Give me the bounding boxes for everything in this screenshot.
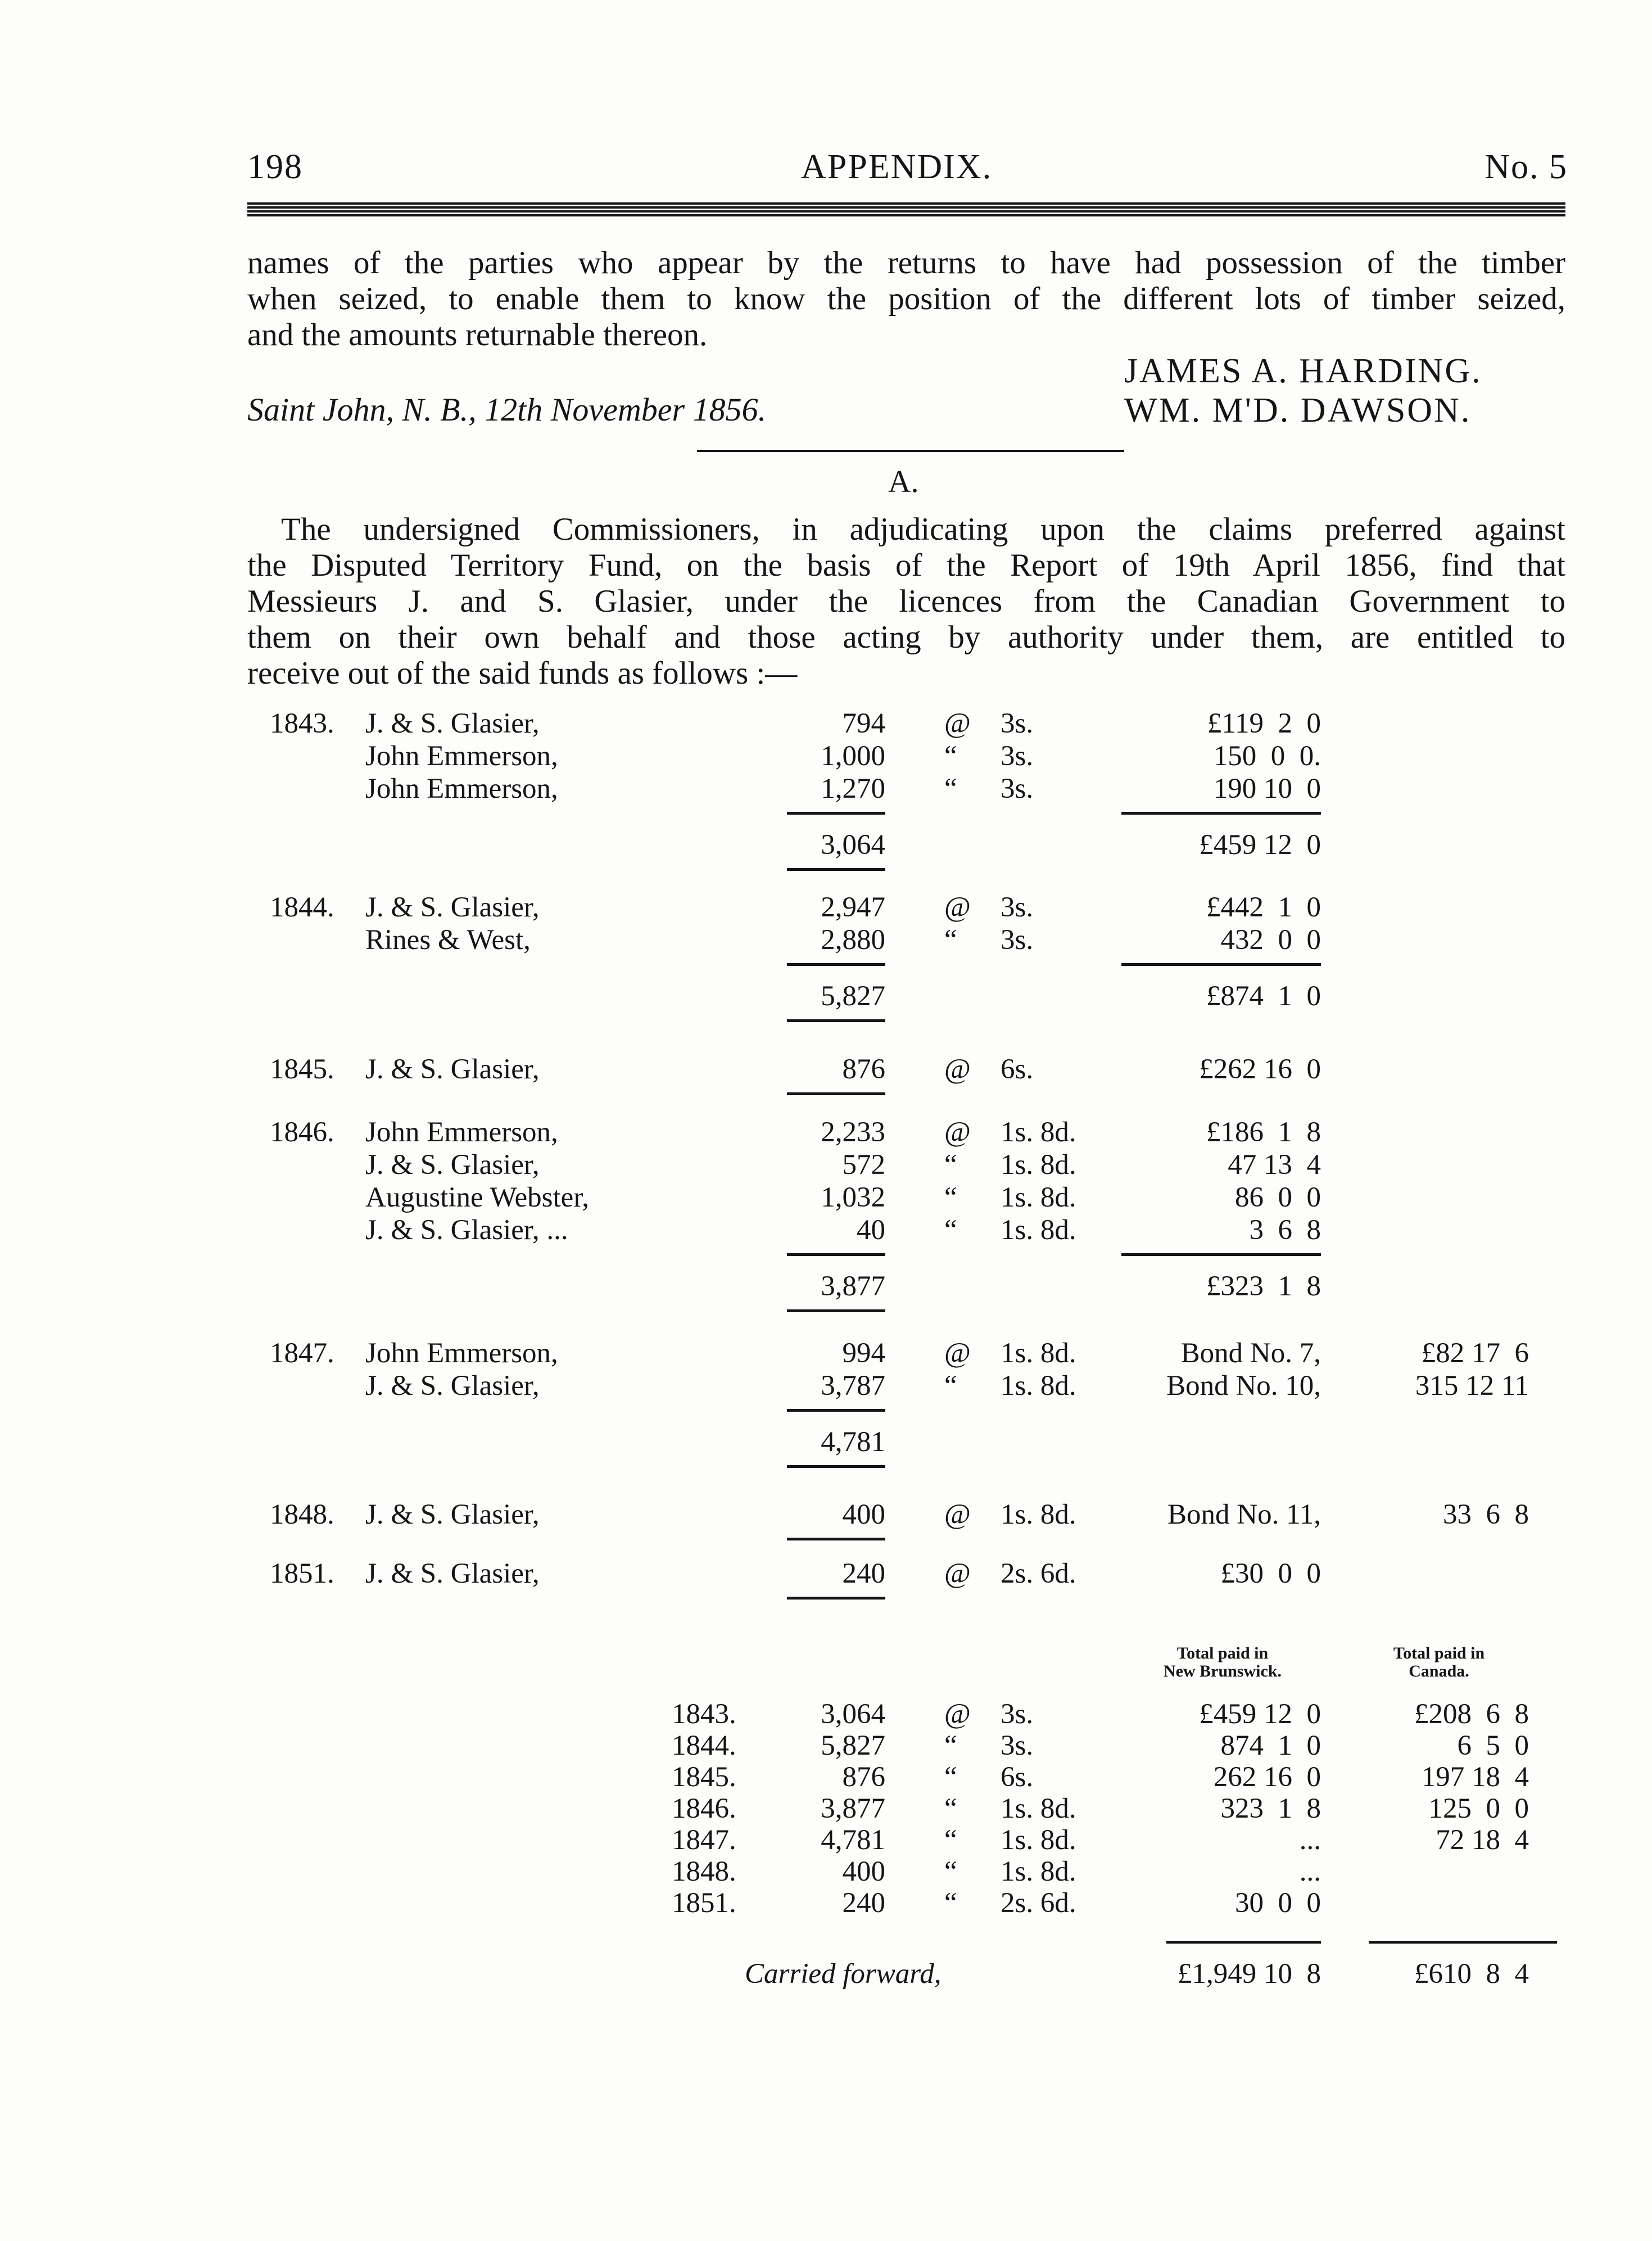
claim-year: 1847. <box>270 1338 334 1369</box>
subtotal-rule <box>787 1409 885 1412</box>
summary-rate: 3s. <box>1001 1730 1034 1761</box>
claim-quantity: 876 <box>842 1054 885 1085</box>
summary-rate: 2s. 6d. <box>1001 1887 1076 1919</box>
summary-quantity: 4,781 <box>821 1824 885 1856</box>
summary-year: 1845. <box>672 1761 736 1793</box>
claim-name: John Emmerson, <box>365 773 558 805</box>
summary-col-ca-heading: Total paid in <box>1393 1644 1485 1662</box>
place-date: Saint John, N. B., 12th November 1856. <box>247 391 767 428</box>
claim-rate: 1s. 8d. <box>1001 1338 1076 1369</box>
claim-name: J. & S. Glasier, <box>365 1370 540 1402</box>
claim-name: J. & S. Glasier, ... <box>365 1214 568 1246</box>
summary-at: “ <box>944 1761 957 1793</box>
total-rule <box>787 1309 885 1312</box>
claim-name: J. & S. Glasier, <box>365 1054 540 1085</box>
separator-rule <box>697 450 1124 452</box>
subtotal-rule <box>1121 963 1321 966</box>
carried-forward-canada: £610 8 4 <box>1414 1958 1529 1990</box>
claim-total-quantity: 3,064 <box>821 829 885 861</box>
claim-name: John Emmerson, <box>365 1338 558 1369</box>
claim-total-amount: £459 12 0 <box>1199 829 1321 861</box>
claim-amount: Bond No. 10, <box>1166 1370 1321 1402</box>
summary-at: “ <box>944 1824 957 1856</box>
claim-year: 1851. <box>270 1558 334 1589</box>
claim-quantity: 1,270 <box>821 773 885 805</box>
summary-year: 1851. <box>672 1887 736 1919</box>
summary-col-nb-heading: New Brunswick. <box>1163 1662 1282 1680</box>
claim-rate: 3s. <box>1001 740 1034 772</box>
claim-quantity: 240 <box>842 1558 885 1589</box>
claim-amount: £442 1 0 <box>1206 892 1321 923</box>
claim-at: “ <box>944 1214 957 1246</box>
claim-amount: 86 0 0 <box>1235 1182 1321 1213</box>
claim-name: Augustine Webster, <box>365 1182 590 1213</box>
claim-year: 1845. <box>270 1054 334 1085</box>
summary-paid-nb: 30 0 0 <box>1235 1887 1321 1919</box>
subtotal-rule <box>1121 812 1321 815</box>
summary-paid-canada: 197 18 4 <box>1421 1761 1529 1793</box>
claim-at: “ <box>944 740 957 772</box>
claim-quantity: 572 <box>842 1149 885 1181</box>
summary-paid-nb: £459 12 0 <box>1199 1698 1321 1730</box>
summary-quantity: 876 <box>842 1761 885 1793</box>
claim-quantity: 994 <box>842 1338 885 1369</box>
claim-at: “ <box>944 773 957 805</box>
summary-quantity: 3,877 <box>821 1793 885 1824</box>
body-paragraph <box>247 512 1565 692</box>
claim-quantity: 3,787 <box>821 1370 885 1402</box>
claim-amount: Bond No. 7, <box>1180 1338 1321 1369</box>
section-label: A. <box>888 464 919 499</box>
summary-paid-canada: 6 5 0 <box>1457 1730 1529 1761</box>
document-number: No. 5 <box>1484 148 1568 186</box>
summary-rate: 1s. 8d. <box>1001 1824 1076 1856</box>
summary-rate: 1s. 8d. <box>1001 1793 1076 1824</box>
carried-forward-nb: £1,949 10 8 <box>1178 1958 1321 1990</box>
carried-rule <box>1166 1941 1321 1944</box>
claim-name: J. & S. Glasier, <box>365 1499 540 1530</box>
summary-at: “ <box>944 1887 957 1919</box>
claim-at: @ <box>944 1499 971 1530</box>
summary-col-ca-heading: Canada. <box>1409 1662 1469 1680</box>
summary-paid-nb: 874 1 0 <box>1220 1730 1321 1761</box>
claim-quantity: 2,947 <box>821 892 885 923</box>
claim-rate: 2s. 6d. <box>1001 1558 1076 1589</box>
summary-rate: 1s. 8d. <box>1001 1856 1076 1887</box>
claim-amount: 47 13 4 <box>1228 1149 1321 1181</box>
claim-name: John Emmerson, <box>365 1117 558 1148</box>
claim-at: “ <box>944 1149 957 1181</box>
summary-col-nb-heading: Total paid in <box>1176 1644 1269 1662</box>
summary-at: “ <box>944 1793 957 1824</box>
claim-rate: 1s. 8d. <box>1001 1117 1076 1148</box>
claim-rate: 1s. 8d. <box>1001 1182 1076 1213</box>
claim-rate: 1s. 8d. <box>1001 1370 1076 1402</box>
claim-paid-canada: £82 17 6 <box>1421 1338 1529 1369</box>
summary-year: 1846. <box>672 1793 736 1824</box>
subtotal-rule <box>787 812 885 815</box>
summary-rate: 3s. <box>1001 1698 1034 1730</box>
claim-quantity: 794 <box>842 708 885 739</box>
signatory-1: JAMES A. HARDING. <box>1124 352 1482 390</box>
claim-amount: 190 10 0 <box>1213 773 1321 805</box>
subtotal-rule <box>787 963 885 966</box>
claim-total-quantity: 5,827 <box>821 981 885 1012</box>
claim-year: 1843. <box>270 708 334 739</box>
claim-name: J. & S. Glasier, <box>365 1149 540 1181</box>
claim-amount: £30 0 0 <box>1220 1558 1321 1589</box>
total-rule <box>787 1019 885 1022</box>
subtotal-rule <box>787 1597 885 1600</box>
summary-rate: 6s. <box>1001 1761 1034 1793</box>
subtotal-rule <box>787 1253 885 1256</box>
summary-at: “ <box>944 1856 957 1887</box>
claim-rate: 1s. 8d. <box>1001 1499 1076 1530</box>
claim-quantity: 2,233 <box>821 1117 885 1148</box>
summary-quantity: 400 <box>842 1856 885 1887</box>
claim-quantity: 1,032 <box>821 1182 885 1213</box>
summary-at: @ <box>944 1698 971 1730</box>
summary-paid-nb: 323 1 8 <box>1220 1793 1321 1824</box>
summary-quantity: 5,827 <box>821 1730 885 1761</box>
claim-amount: Bond No. 11, <box>1167 1499 1321 1530</box>
claim-rate: 3s. <box>1001 892 1034 923</box>
claim-rate: 3s. <box>1001 924 1034 956</box>
body-line: the Disputed Territory Fund, on the basis of the Report of 19th April 1856, find that <box>247 548 1565 583</box>
intro-line: and the amounts returnable thereon. <box>247 317 708 353</box>
claim-name: John Emmerson, <box>365 740 558 772</box>
page-number: 198 <box>247 148 303 186</box>
claim-at: @ <box>944 1054 971 1085</box>
subtotal-rule <box>1121 1253 1321 1256</box>
body-line: Messieurs J. and S. Glasier, under the licences from the Canadian Government to <box>247 584 1565 619</box>
summary-at: “ <box>944 1730 957 1761</box>
claim-name: J. & S. Glasier, <box>365 708 540 739</box>
total-rule <box>787 1465 885 1468</box>
carried-rule <box>1369 1941 1557 1944</box>
claim-name: J. & S. Glasier, <box>365 892 540 923</box>
claim-amount: £119 2 0 <box>1207 708 1321 739</box>
claim-year: 1848. <box>270 1499 334 1530</box>
summary-quantity: 240 <box>842 1887 885 1919</box>
body-line: them on their own behalf and those acting by authority under them, are entitled to <box>247 620 1565 655</box>
claim-year: 1844. <box>270 892 334 923</box>
summary-year: 1847. <box>672 1824 736 1856</box>
claim-rate: 1s. 8d. <box>1001 1149 1076 1181</box>
summary-paid-nb: ... <box>1299 1824 1321 1856</box>
running-title: APPENDIX. <box>801 148 993 186</box>
claim-total-quantity: 3,877 <box>821 1271 885 1302</box>
summary-paid-nb: 262 16 0 <box>1213 1761 1321 1793</box>
claim-paid-canada: 33 6 8 <box>1443 1499 1529 1530</box>
subtotal-rule <box>787 1092 885 1095</box>
claim-at: “ <box>944 924 957 956</box>
subtotal-rule <box>787 1538 885 1540</box>
intro-line: when seized, to enable them to know the position of the different lots of timber seized, <box>247 281 1565 317</box>
claim-at: @ <box>944 1338 971 1369</box>
claim-amount: 432 0 0 <box>1220 924 1321 956</box>
total-rule <box>787 868 885 871</box>
body-line: The undersigned Commissioners, in adjudicating upon the claims preferred against <box>281 512 1565 547</box>
claim-rate: 1s. 8d. <box>1001 1214 1076 1246</box>
summary-paid-nb: ... <box>1299 1856 1321 1887</box>
claim-amount: £186 1 8 <box>1206 1117 1321 1148</box>
intro-line: names of the parties who appear by the returns to have had possession of the timber <box>247 245 1565 281</box>
claim-at: “ <box>944 1182 957 1213</box>
signatory-2: WM. M'D. DAWSON. <box>1124 391 1472 430</box>
summary-year: 1844. <box>672 1730 736 1761</box>
header-rule <box>247 202 1565 217</box>
claim-total-amount: £323 1 8 <box>1206 1271 1321 1302</box>
summary-year: 1848. <box>672 1856 736 1887</box>
claim-total-amount: £874 1 0 <box>1206 981 1321 1012</box>
claim-quantity: 40 <box>857 1214 885 1246</box>
claim-at: @ <box>944 1117 971 1148</box>
claim-name: J. & S. Glasier, <box>365 1558 540 1589</box>
claim-amount: 3 6 8 <box>1249 1214 1321 1246</box>
carried-forward-label: Carried forward, <box>745 1958 942 1990</box>
claim-year: 1846. <box>270 1117 334 1148</box>
claim-name: Rines & West, <box>365 924 531 956</box>
claim-at: @ <box>944 708 971 739</box>
intro-paragraph <box>247 245 1565 353</box>
summary-paid-canada: 72 18 4 <box>1436 1824 1529 1856</box>
summary-paid-canada: 125 0 0 <box>1428 1793 1529 1824</box>
claim-rate: 6s. <box>1001 1054 1034 1085</box>
claim-amount: £262 16 0 <box>1199 1054 1321 1085</box>
claim-rate: 3s. <box>1001 708 1034 739</box>
claim-quantity: 2,880 <box>821 924 885 956</box>
body-line: receive out of the said funds as follows :— <box>247 656 798 691</box>
claim-amount: 150 0 0. <box>1213 740 1321 772</box>
summary-paid-canada: £208 6 8 <box>1414 1698 1529 1730</box>
summary-year: 1843. <box>672 1698 736 1730</box>
claim-total-quantity: 4,781 <box>821 1426 885 1458</box>
claim-at: “ <box>944 1370 957 1402</box>
summary-quantity: 3,064 <box>821 1698 885 1730</box>
claim-quantity: 400 <box>842 1499 885 1530</box>
claim-at: @ <box>944 892 971 923</box>
claim-rate: 3s. <box>1001 773 1034 805</box>
claim-quantity: 1,000 <box>821 740 885 772</box>
claim-at: @ <box>944 1558 971 1589</box>
claim-paid-canada: 315 12 11 <box>1415 1370 1529 1402</box>
